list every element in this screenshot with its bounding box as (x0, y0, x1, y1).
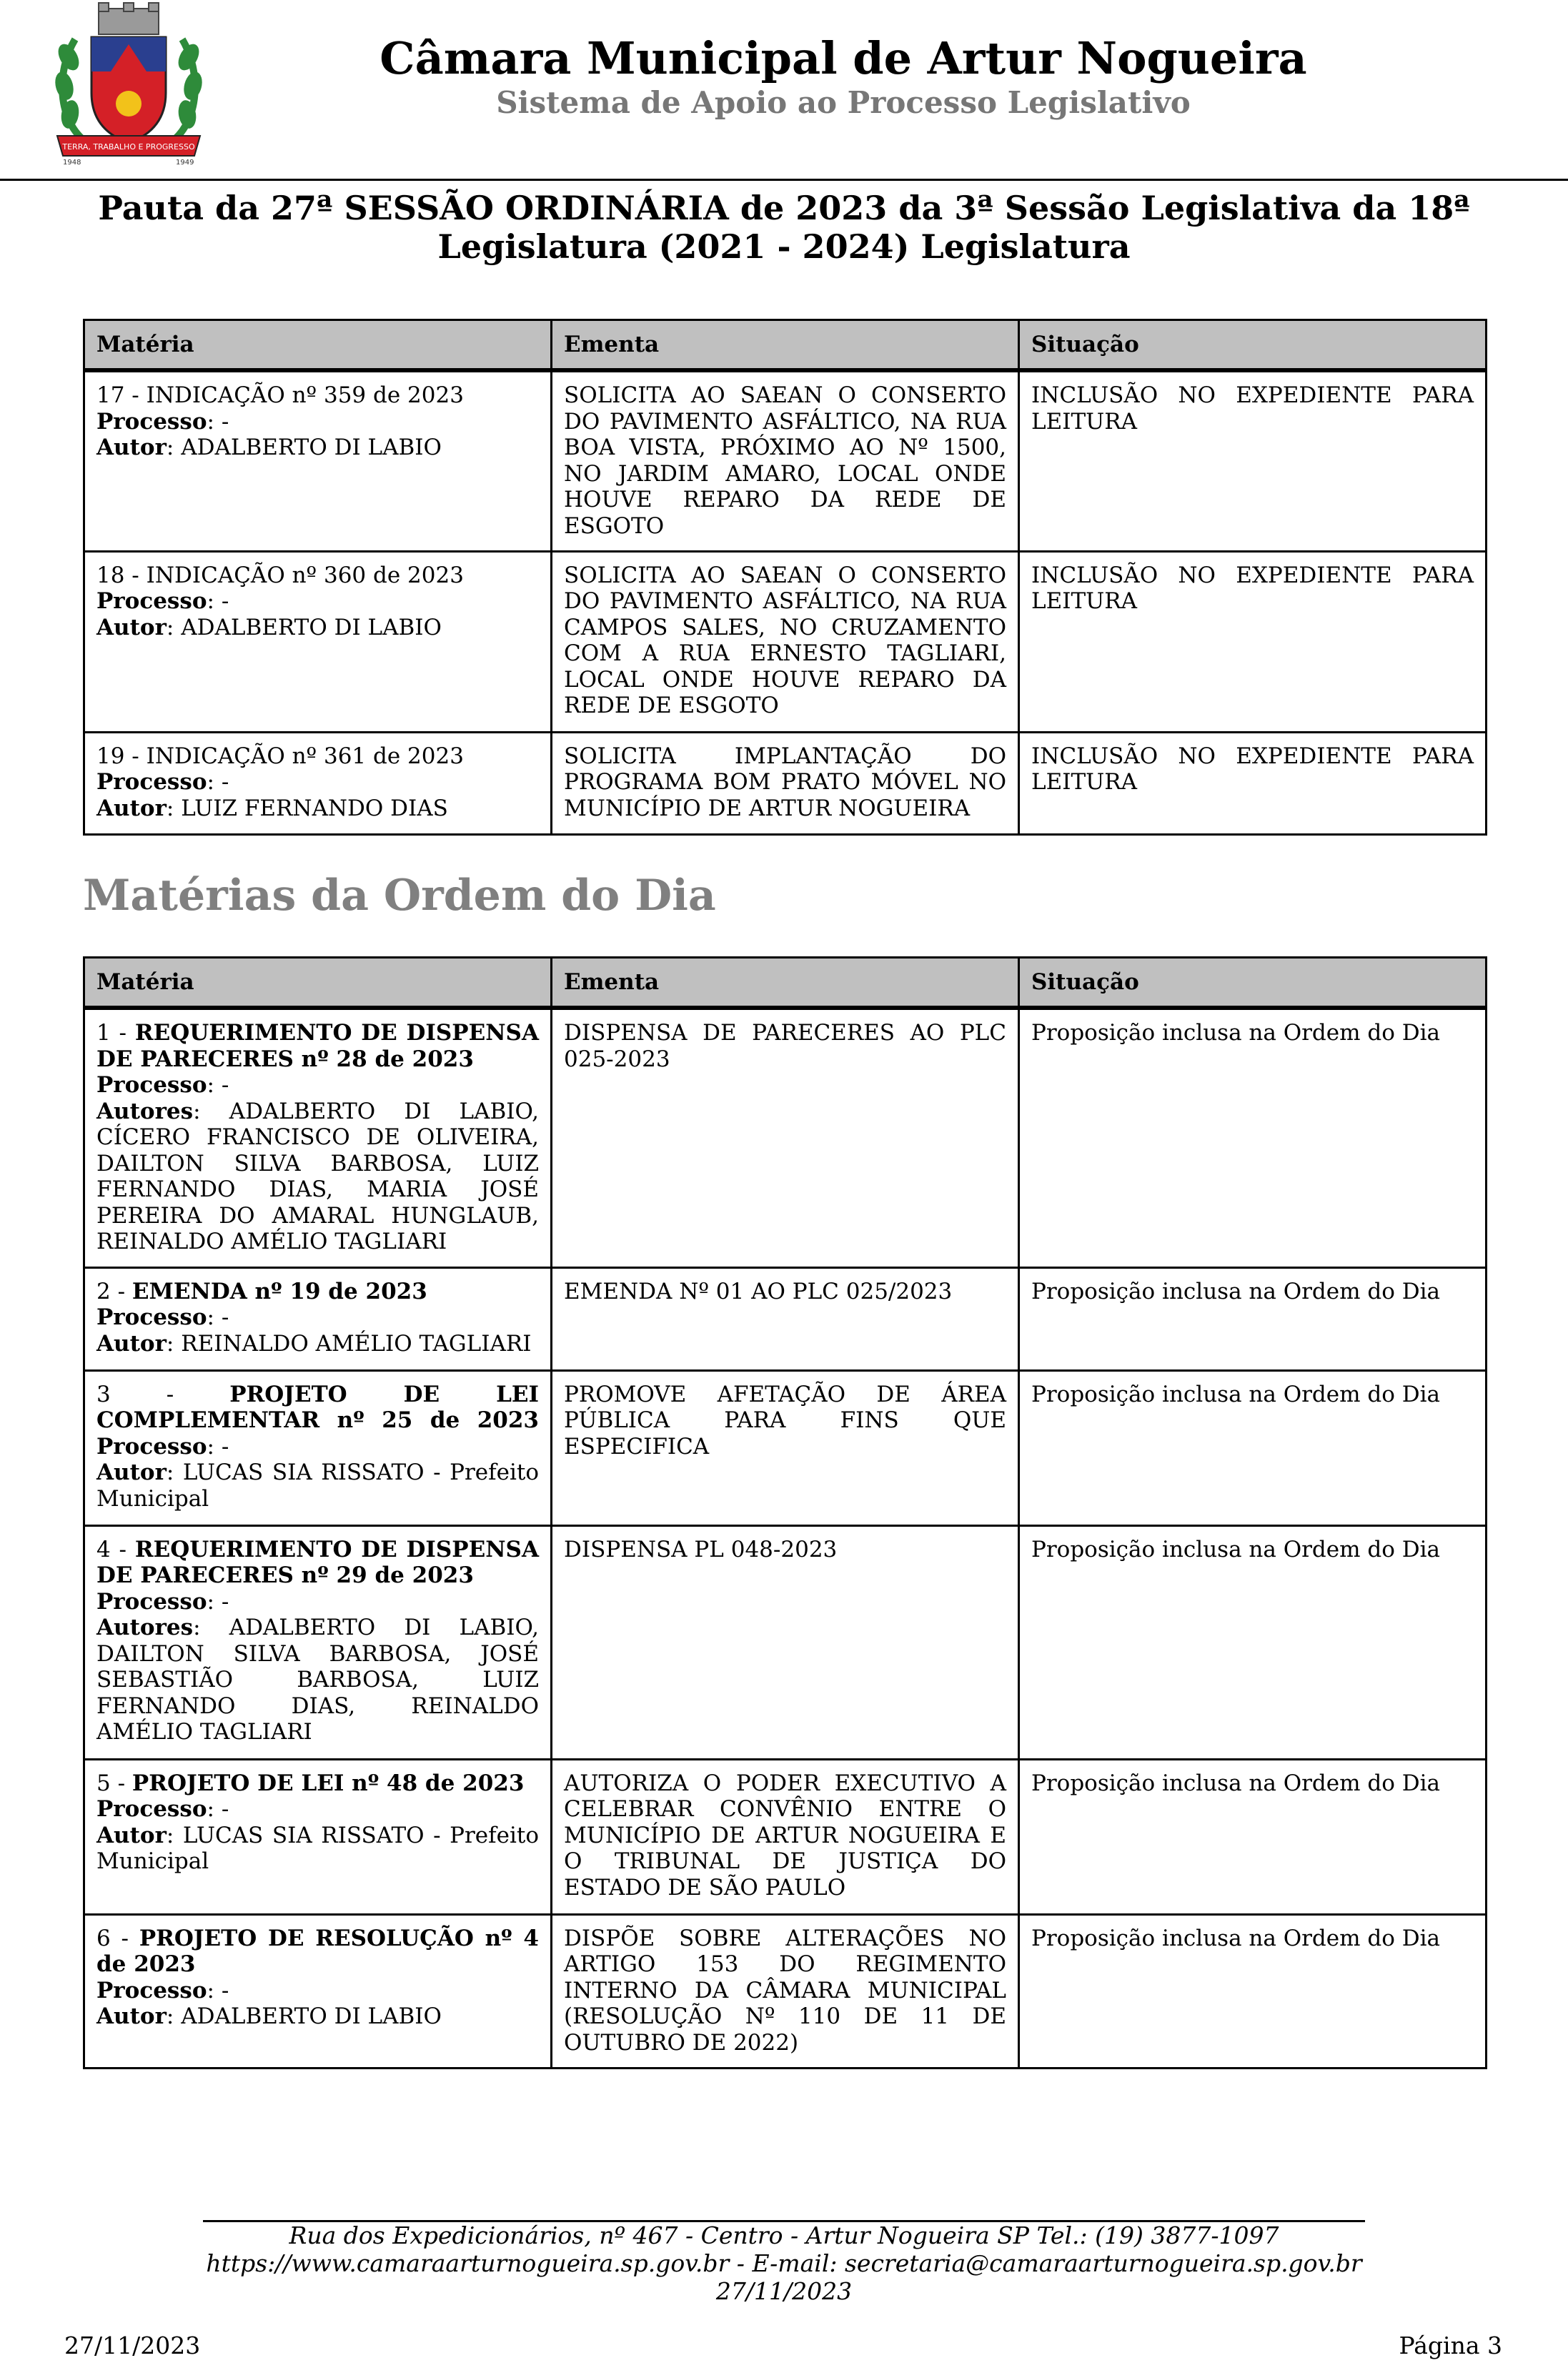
footer-date: 27/11/2023 (64, 2332, 201, 2359)
materia-cell (84, 1008, 552, 1267)
ementa-cell: DISPENSA PL 048-2023 (552, 1525, 1019, 1759)
situacao-cell: Proposição inclusa na Ordem do Dia (1019, 1008, 1487, 1267)
processo-value: - (214, 1433, 229, 1460)
processo-value: - (214, 408, 229, 435)
materia-cell (84, 551, 552, 732)
materia-title[interactable]: 18 - INDICAÇÃO nº 360 de 2023 (96, 562, 464, 588)
processo-line: Processo: - (96, 1072, 229, 1098)
materia-cell (84, 1525, 552, 1759)
author-label: Autor (96, 1822, 167, 1848)
processo-label: Processo (96, 1072, 207, 1098)
page-header (0, 0, 1568, 180)
table-header-row (84, 958, 1487, 1009)
author-label: Autor (96, 1460, 167, 1485)
author-value: LUCAS SIA RISSATO - Prefeito Municipal (96, 1460, 539, 1512)
item-number: 5 - (96, 1770, 132, 1796)
item-title: REQUERIMENTO DE DISPENSA DE PARECERES nº 28 de 2023 (96, 1020, 539, 1072)
processo-label: Processo (96, 408, 207, 435)
ementa-cell: SOLICITA IMPLANTAÇÃO DO PROGRAMA BOM PRATO MÓVEL NO MUNICÍPIO DE ARTUR NOGUEIRA (552, 732, 1019, 834)
author-value: ADALBERTO DI LABIO (174, 2003, 442, 2029)
ordem-do-dia-table (83, 956, 1487, 2069)
author-line: Autor: LUCAS SIA RISSATO - Prefeito Municipal (96, 1460, 539, 1512)
table-row (84, 1370, 1487, 1525)
processo-value: - (214, 769, 229, 795)
org-title: Câmara Municipal de Artur Nogueira (379, 32, 1307, 84)
column-header-ementa: Ementa (552, 320, 1019, 371)
table-row (84, 1914, 1487, 2068)
processo-value: - (214, 588, 229, 614)
author-value: REINALDO AMÉLIO TAGLIARI (174, 1330, 532, 1357)
processo-value: - (214, 1072, 229, 1098)
materia-cell (84, 1914, 552, 2068)
situacao-cell: Proposição inclusa na Ordem do Dia (1019, 1370, 1487, 1525)
author-value: ADALBERTO DI LABIO, DAILTON SILVA BARBOSA, JOSÉ SEBASTIÃO BARBOSA, LUIZ FERNANDO DIAS, REINALDO AMÉLIO TAGLIARI (96, 1615, 539, 1745)
processo-line: Processo: - (96, 1433, 229, 1460)
author-value: LUCAS SIA RISSATO - Prefeito Municipal (96, 1822, 539, 1874)
author-value: ADALBERTO DI LABIO (174, 614, 442, 640)
ementa-cell: SOLICITA AO SAEAN O CONSERTO DO PAVIMENTO ASFÁLTICO, NA RUA CAMPOS SALES, NO CRUZAMENTO COM A RUA ERNESTO TAGLIARI, LOCAL ONDE HOUVE REPARO DA REDE DE ESGOTO (552, 551, 1019, 732)
author-line: Autores: ADALBERTO DI LABIO, DAILTON SILVA BARBOSA, JOSÉ SEBASTIÃO BARBOSA, LUIZ FERNANDO DIAS, REINALDO AMÉLIO TAGLIARI (96, 1615, 539, 1745)
item-number: 3 - (96, 1381, 230, 1407)
item-number: 2 - (96, 1278, 132, 1304)
page-number: Página 3 (1399, 2332, 1502, 2359)
situacao-cell: INCLUSÃO NO EXPEDIENTE PARA LEITURA (1019, 732, 1487, 834)
ementa-cell: AUTORIZA O PODER EXECUTIVO A CELEBRAR CONVÊNIO ENTRE O MUNICÍPIO DE ARTUR NOGUEIRA E O TRIBUNAL DE JUSTIÇA DO ESTADO DE SÃO PAULO (552, 1759, 1019, 1914)
processo-value: - (214, 1304, 229, 1330)
item-number: 4 - (96, 1536, 135, 1562)
footer-print-date: 27/11/2023 (715, 2277, 853, 2305)
processo-value: - (214, 1796, 229, 1822)
processo-value: - (214, 1588, 229, 1615)
author-line: Autor: ADALBERTO DI LABIO (96, 435, 442, 460)
column-header-situacao: Situação (1019, 320, 1487, 371)
materia-cell (84, 732, 552, 834)
author-line: Autor: LUCAS SIA RISSATO - Prefeito Municipal (96, 1822, 539, 1874)
materia-cell (84, 1759, 552, 1914)
item-title: PROJETO DE LEI nº 48 de 2023 (132, 1770, 525, 1796)
materia-title[interactable] (96, 1770, 539, 1797)
author-line: Autor: ADALBERTO DI LABIO (96, 614, 442, 640)
ementa-cell: PROMOVE AFETAÇÃO DE ÁREA PÚBLICA PARA FINS QUE ESPECIFICA (552, 1370, 1019, 1525)
materia-title[interactable] (96, 1279, 539, 1305)
author-label: Autor (96, 1330, 167, 1357)
section-heading-ordem-do-dia: Matérias da Ordem do Dia (83, 871, 716, 921)
materia-title[interactable] (96, 1926, 539, 1978)
header-divider (0, 179, 1568, 181)
author-line: Autor: REINALDO AMÉLIO TAGLIARI (96, 1330, 532, 1357)
processo-line: Processo: - (96, 1588, 229, 1615)
situacao-cell: Proposição inclusa na Ordem do Dia (1019, 1914, 1487, 2068)
processo-line: Processo: - (96, 588, 229, 614)
document-title: Pauta da 27ª SESSÃO ORDINÁRIA de 2023 da 3ª Sessão Legislativa da 18ª Legislatura (2021 - 2024) Legislatura (98, 189, 1470, 266)
materia-title[interactable] (96, 1020, 539, 1072)
materia-cell (84, 1370, 552, 1525)
logo-year-right: 1949 (176, 159, 194, 167)
author-value: ADALBERTO DI LABIO (174, 435, 442, 460)
processo-line: Processo: - (96, 1977, 229, 2003)
materia-title[interactable]: 17 - INDICAÇÃO nº 359 de 2023 (96, 382, 464, 408)
processo-value: - (214, 1977, 229, 2003)
expediente-table (83, 319, 1487, 836)
processo-label: Processo (96, 1433, 207, 1460)
situacao-cell: INCLUSÃO NO EXPEDIENTE PARA LEITURA (1019, 370, 1487, 551)
processo-line: Processo: - (96, 1304, 229, 1330)
item-number: 6 - (96, 1925, 139, 1951)
author-line: Autores: ADALBERTO DI LABIO, CÍCERO FRANCISCO DE OLIVEIRA, DAILTON SILVA BARBOSA, LUIZ FERNANDO DIAS, MARIA JOSÉ PEREIRA DO AMARAL HUNGLAUB, REINALDO AMÉLIO TAGLIARI (96, 1098, 539, 1254)
processo-line: Processo: - (96, 769, 229, 795)
situacao-cell: INCLUSÃO NO EXPEDIENTE PARA LEITURA (1019, 551, 1487, 732)
footer-address (203, 2221, 1365, 2305)
item-number: 1 - (96, 1020, 135, 1046)
item-title: REQUERIMENTO DE DISPENSA DE PARECERES nº 29 de 2023 (96, 1536, 539, 1588)
ementa-cell: SOLICITA AO SAEAN O CONSERTO DO PAVIMENTO ASFÁLTICO, NA RUA BOA VISTA, PRÓXIMO AO Nº 1500, NO JARDIM AMARO, LOCAL ONDE HOUVE REPARO DA REDE DE ESGOTO (552, 370, 1019, 551)
column-header-situacao: Situação (1019, 958, 1487, 1009)
author-label: Autores (96, 1098, 194, 1124)
author-value: ADALBERTO DI LABIO, CÍCERO FRANCISCO DE OLIVEIRA, DAILTON SILVA BARBOSA, LUIZ FERNANDO DIAS, MARIA JOSÉ PEREIRA DO AMARAL HUNGLAUB, REINALDO AMÉLIO TAGLIARI (96, 1098, 539, 1254)
table-row (84, 1759, 1487, 1914)
footer-contact: Rua dos Expedicionários, nº 467 - Centro - Artur Nogueira SP Tel.: (19) 3877-1097 https://www.camaraarturnogueira.sp.gov.br - E-mail: secretaria@camaraarturnogueira.sp.gov.br (206, 2221, 1362, 2277)
situacao-cell: Proposição inclusa na Ordem do Dia (1019, 1525, 1487, 1759)
column-header-materia: Matéria (84, 958, 552, 1009)
logo-year-left: 1948 (63, 159, 81, 167)
author-label: Autor (96, 2003, 167, 2029)
author-label: Autores (96, 1615, 194, 1640)
author-line: Autor: ADALBERTO DI LABIO (96, 2003, 442, 2029)
materia-title[interactable] (96, 1382, 539, 1434)
processo-label: Processo (96, 1304, 207, 1330)
materia-title[interactable] (96, 1537, 539, 1589)
table-row (84, 1267, 1487, 1370)
table-row (84, 1008, 1487, 1267)
table-row (84, 1525, 1487, 1759)
ementa-cell: DISPÕE SOBRE ALTERAÇÕES NO ARTIGO 153 DO REGIMENTO INTERNO DA CÂMARA MUNICIPAL (RESOLUÇÃO Nº 110 DE 11 DE OUTUBRO DE 2022) (552, 1914, 1019, 2068)
processo-line: Processo: - (96, 1796, 229, 1822)
materia-title[interactable]: 19 - INDICAÇÃO nº 361 de 2023 (96, 743, 464, 769)
table-row (84, 732, 1487, 834)
logo-motto: TERRA, TRABALHO E PROGRESSO (62, 142, 195, 152)
author-label: Autor (96, 795, 167, 821)
table-header-row (84, 320, 1487, 371)
processo-label: Processo (96, 769, 207, 795)
author-label: Autor (96, 614, 167, 640)
ementa-cell: DISPENSA DE PARECERES AO PLC 025-2023 (552, 1008, 1019, 1267)
materia-cell (84, 370, 552, 551)
column-header-ementa: Ementa (552, 958, 1019, 1009)
author-label: Autor (96, 435, 167, 460)
column-header-materia: Matéria (84, 320, 552, 371)
author-value: LUIZ FERNANDO DIAS (174, 795, 448, 821)
materia-cell (84, 1267, 552, 1370)
item-title: PROJETO DE RESOLUÇÃO nº 4 de 2023 (96, 1925, 539, 1977)
processo-label: Processo (96, 1796, 207, 1822)
processo-label: Processo (96, 1588, 207, 1615)
item-title: EMENDA nº 19 de 2023 (132, 1278, 427, 1304)
situacao-cell: Proposição inclusa na Ordem do Dia (1019, 1759, 1487, 1914)
processo-line: Processo: - (96, 408, 229, 435)
table-row (84, 370, 1487, 551)
situacao-cell: Proposição inclusa na Ordem do Dia (1019, 1267, 1487, 1370)
author-line: Autor: LUIZ FERNANDO DIAS (96, 795, 448, 821)
table-row (84, 551, 1487, 732)
ementa-cell: EMENDA Nº 01 AO PLC 025/2023 (552, 1267, 1019, 1370)
coat-of-arms-logo (43, 0, 214, 172)
processo-label: Processo (96, 588, 207, 614)
item-title: PROJETO DE LEI COMPLEMENTAR nº 25 de 2023 (96, 1381, 539, 1433)
org-subtitle: Sistema de Apoio ao Processo Legislativo (496, 85, 1191, 120)
processo-label: Processo (96, 1977, 207, 2003)
